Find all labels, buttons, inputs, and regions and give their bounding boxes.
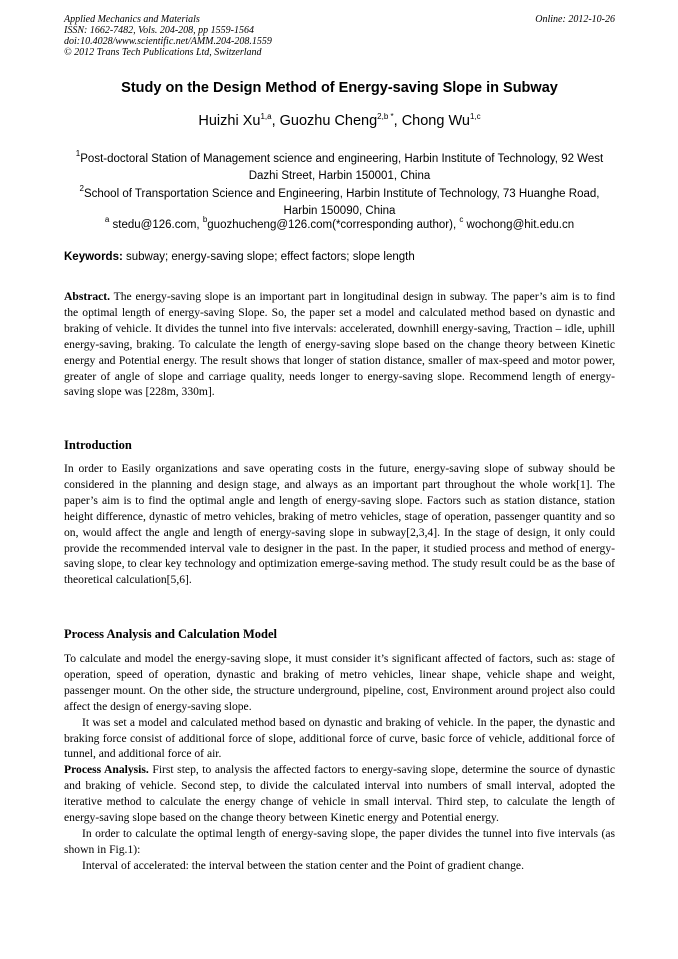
author-sep: , [271, 113, 280, 129]
issn-line: ISSN: 1662-7482, Vols. 204-208, pp 1559-1564 [64, 25, 254, 36]
email-text: wochong@hit.edu.cn [463, 219, 575, 231]
abstract-label: Abstract. [64, 290, 111, 303]
affiliation-text: Post-doctoral Station of Management science and engineering, Harbin Institute of Technology, 92 West Dazhi Street, Harbin 150001, China [80, 153, 604, 182]
author-name: Chong Wu [401, 113, 470, 129]
author-sup: 2,b * [377, 112, 394, 121]
keywords-line [64, 251, 615, 263]
email-sup: b [202, 215, 208, 224]
process-paragraph-2: It was set a model and calculated method based on dynastic and braking of vehicle. In the paper, the dynastic and braking force consist of additional force of slope, additional force of curve, basic force of vehicle, additional force of tunnel, and additional force of air. [64, 715, 615, 761]
keywords-text: subway; energy-saving slope; effect factors; slope length [122, 251, 415, 263]
introduction-text: In order to Easily organizations and save operating costs in the future, energy-saving slope of subway should be considered in the planning and design stage, and always as an important part throughout the whole work[1]. The paper’s aim is to find the optimal angle and length of energy-saving slope. Factors such as station distance, station height difference, dynastic of metro vehicles, braking of metro vehicles, stage of operation, passenger quantity and so on, would affect the angle and length of energy-saving slope in subway[2,3,4]. In the stage of design, it only could provide the recommended interval vale to designer in the past. In the paper, it studied process and method of energy-saving slope, to clear key technology and optimization emerge-saving method. The study result could be as the base of theoretical calculation[5,6]. [64, 462, 615, 587]
affiliation-2 [64, 180, 615, 220]
email-sup: a [104, 215, 110, 224]
process-analysis-text: First step, to analysis the affected factors to energy-saving slope, determine the source of dynastic and braking of vehicle. Second step, to divide the calculated interval into numbers of small interval, adopted the iterative method to calculate the energy change of vehicle in small interval. Third step, to calculate the length of energy-saving slope based on the change theory between Kinetic energy and Potential energy. [64, 763, 615, 825]
abstract-block [64, 289, 615, 400]
process-heading: Process Analysis and Calculation Model [64, 627, 277, 641]
email-sup: c [459, 215, 464, 224]
author-list [64, 112, 615, 129]
introduction-block [64, 461, 615, 588]
process-paragraph-3 [64, 762, 615, 826]
author-sup: 1,c [469, 112, 481, 121]
journal-header [64, 14, 615, 58]
doi-line: doi:10.4028/www.scientific.net/AMM.204-208.1559 [64, 36, 272, 47]
process-analysis-label: Process Analysis. [64, 763, 149, 777]
email-text: guozhucheng@126.com(*corresponding author), [207, 219, 460, 231]
author-sep: , [393, 113, 402, 129]
process-paragraph-4: In order to calculate the optimal length of energy-saving slope, the paper divides the tunnel into five intervals (as shown in Fig.1): [64, 826, 615, 856]
author-name: Guozhu Cheng [279, 113, 378, 129]
affiliation-sup: 2 [79, 184, 84, 193]
introduction-heading: Introduction [64, 438, 132, 452]
copyright-line: © 2012 Trans Tech Publications Ltd, Switzerland [64, 47, 262, 58]
online-date: Online: 2012-10-26 [535, 14, 615, 25]
process-paragraph-5: Interval of accelerated: the interval between the station center and the Point of gradient change. [82, 858, 524, 872]
abstract-text: The energy-saving slope is an important part in longitudinal design in subway. The paper’s aim is to find the optimal length of energy-saving Slope. So, the paper set a model and calculated method based on dynastic and braking of vehicle. It divides the tunnel into five intervals: accelerated, downhill energy-saving, Traction – idle, uphill energy-saving, braking. To calculate the length of energy-saving slope based on the change theory between Kinetic energy and Potential energy. The result shows that longer of station distance, smaller of max-speed and motor power, greater of angle of slope and carriage quality, needs longer to energy-saving slope. Recommend length of energy-saving slope was [228m, 330m]. [64, 290, 615, 399]
affiliation-sup: 1 [75, 149, 81, 158]
affiliation-text: School of Transportation Science and Engineering, Harbin Institute of Technology, 73 Huanghe Road, Harbin 150090, China [83, 188, 600, 217]
author-sup: 1,a [260, 112, 272, 121]
email-text: stedu@126.com, [109, 219, 203, 231]
email-line [64, 215, 615, 231]
author-name: Huizhi Xu [198, 113, 261, 129]
keywords-label: Keywords: [64, 251, 123, 263]
paper-title: Study on the Design Method of Energy-saving Slope in Subway [121, 80, 558, 96]
process-block [64, 651, 615, 874]
affiliation-1 [64, 145, 615, 185]
process-paragraph-1: To calculate and model the energy-saving slope, it must consider it’s significant affected of factors, such as: stage of operation, speed of operation, dynastic and braking of metro vehicles, linear shape, vehicle shape and weight, passenger mount. On the other side, the structure underground, pipeline, cost, Environment around project also could affect the design of energy-saving slope. [64, 652, 615, 713]
journal-name: Applied Mechanics and Materials [64, 14, 200, 25]
